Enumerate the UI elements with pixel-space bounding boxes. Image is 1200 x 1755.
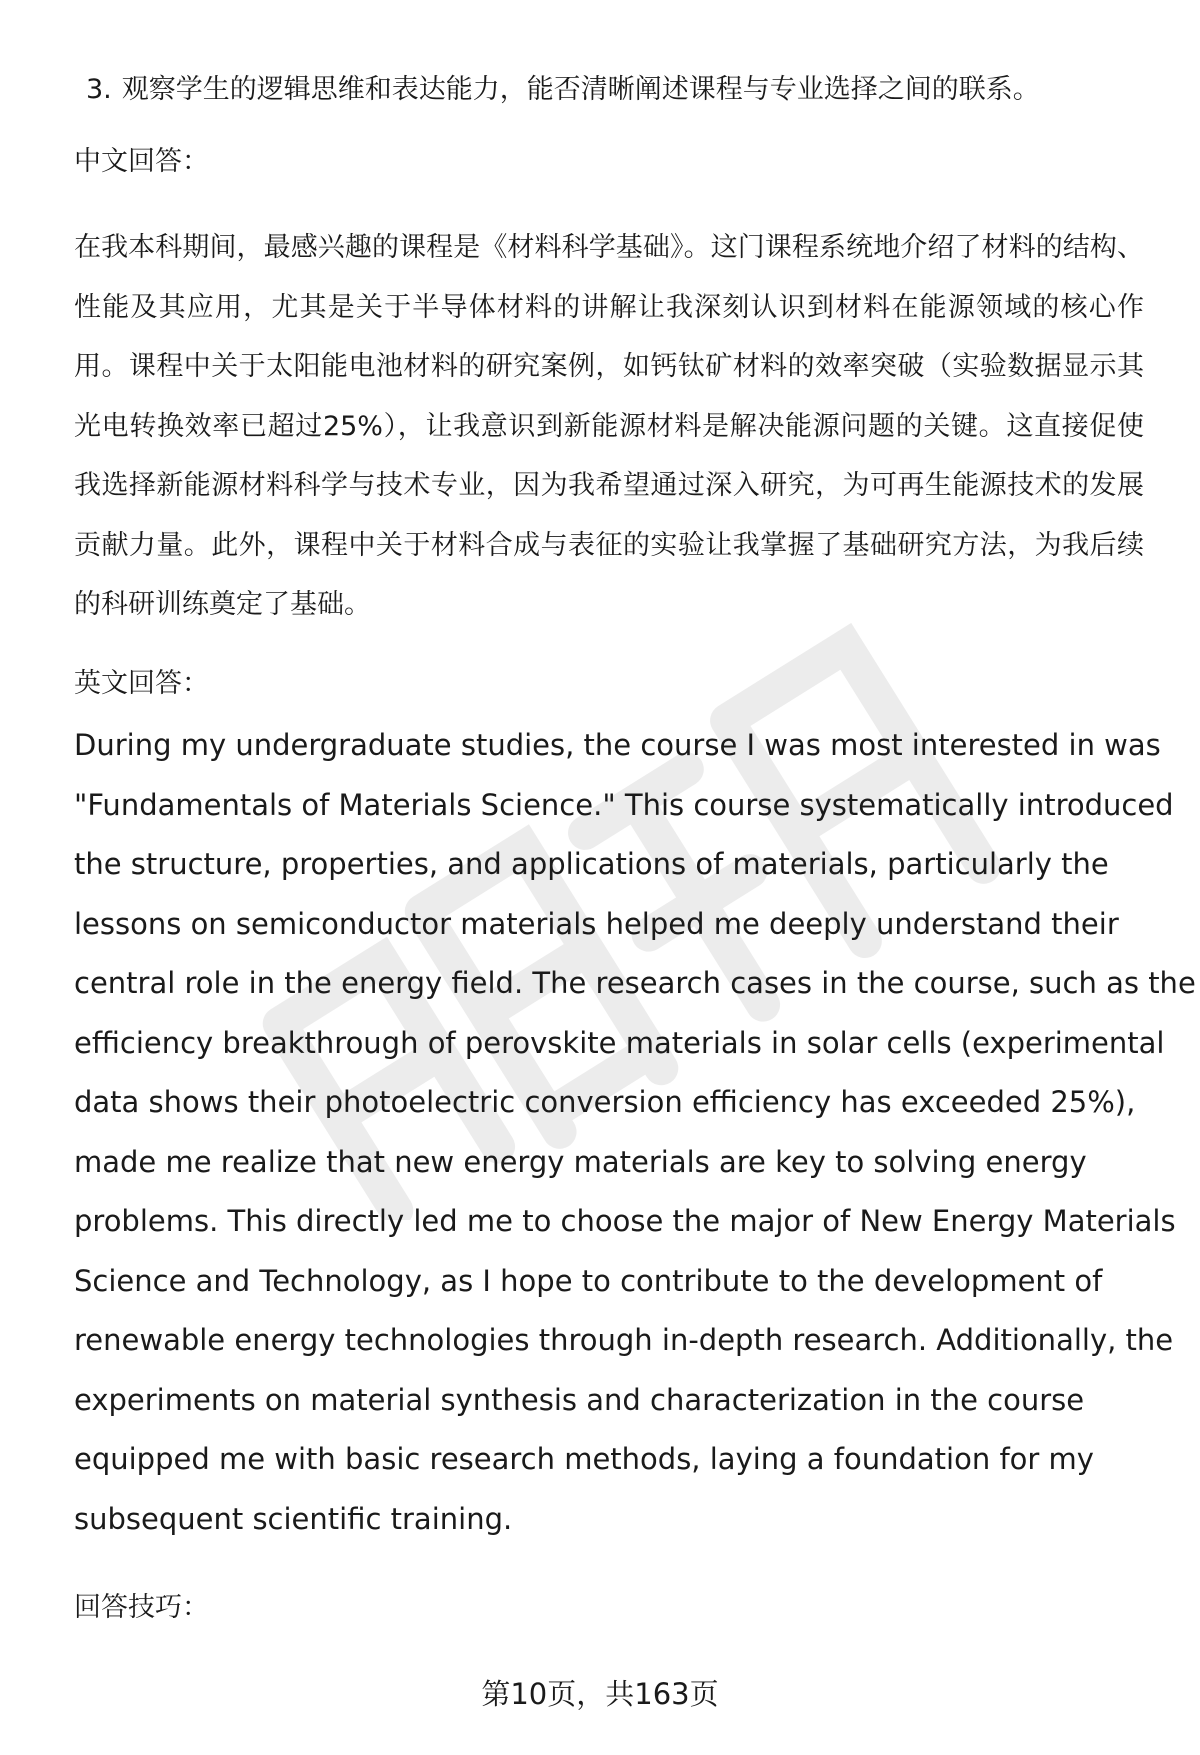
chinese-answer-body: 在我本科期间，最感兴趣的课程是《材料科学基础》。这门课程系统地介绍了材料的结构、性能及其应用，尤其是关于半导体材料的讲解让我深刻认识到材料在能源领域的核心作用。课程中关于太阳能电池材料的研究案例，如钙钛矿材料的效率突破（实验数据显示其光电转换效率已超过25%），让我意识到新能源材料是解决能源问题的关键。这直接促使我选择新能源材料科学与技术专业，因为我希望通过深入研究，为可再生能源技术的发展贡献力量。此外，课程中关于材料合成与表征的实验让我掌握了基础研究方法，为我后续的科研训练奠定了基础。 xyxy=(74,232,1144,620)
english-answer-line: lessons on semiconductor materials helped me deeply understand their xyxy=(74,906,1119,941)
english-answer-heading: 英文回答： xyxy=(74,668,209,699)
english-answer-line: equipped me with basic research methods, laying a foundation for my xyxy=(74,1442,1094,1476)
english-answer-line: experiments on material synthesis and characterization in the course xyxy=(74,1382,1085,1417)
english-answer-line: efficiency breakthrough of perovskite materials in solar cells (experimental xyxy=(74,1025,1165,1060)
english-answer-line: made me realize that new energy materials are key to solving energy xyxy=(74,1144,1087,1179)
page-number: 第10页，共163页 xyxy=(481,1677,719,1711)
english-answer-line: data shows their photoelectric conversion efficiency has exceeded 25%), xyxy=(74,1085,1136,1119)
english-answer-line: the structure, properties, and applications of materials, particularly the xyxy=(74,847,1109,881)
tips-heading: 回答技巧： xyxy=(74,1592,209,1623)
english-answer-line: renewable energy technologies through in-depth research. Additionally, the xyxy=(74,1323,1174,1357)
english-answer-line: central role in the energy field. The research cases in the course, such as the xyxy=(74,966,1196,1000)
english-answer-line: "Fundamentals of Materials Science." This course systematically introduced xyxy=(74,787,1174,822)
english-answer-body xyxy=(74,716,1196,1549)
english-answer-line: subsequent scientific training. xyxy=(74,1501,513,1536)
chinese-answer-heading: 中文回答： xyxy=(74,146,209,177)
list-item-text: 观察学生的逻辑思维和表达能力，能否清晰阐述课程与专业选择之间的联系。 xyxy=(121,74,1040,105)
list-item-number: 3. xyxy=(86,74,112,105)
english-answer-line: During my undergraduate studies, the course I was most interested in was xyxy=(74,728,1161,762)
list-item-3 xyxy=(86,70,1146,110)
english-answer-line: Science and Technology, as I hope to contribute to the development of xyxy=(74,1263,1103,1298)
english-answer-line: problems. This directly led me to choose the major of New Energy Materials xyxy=(74,1204,1176,1238)
